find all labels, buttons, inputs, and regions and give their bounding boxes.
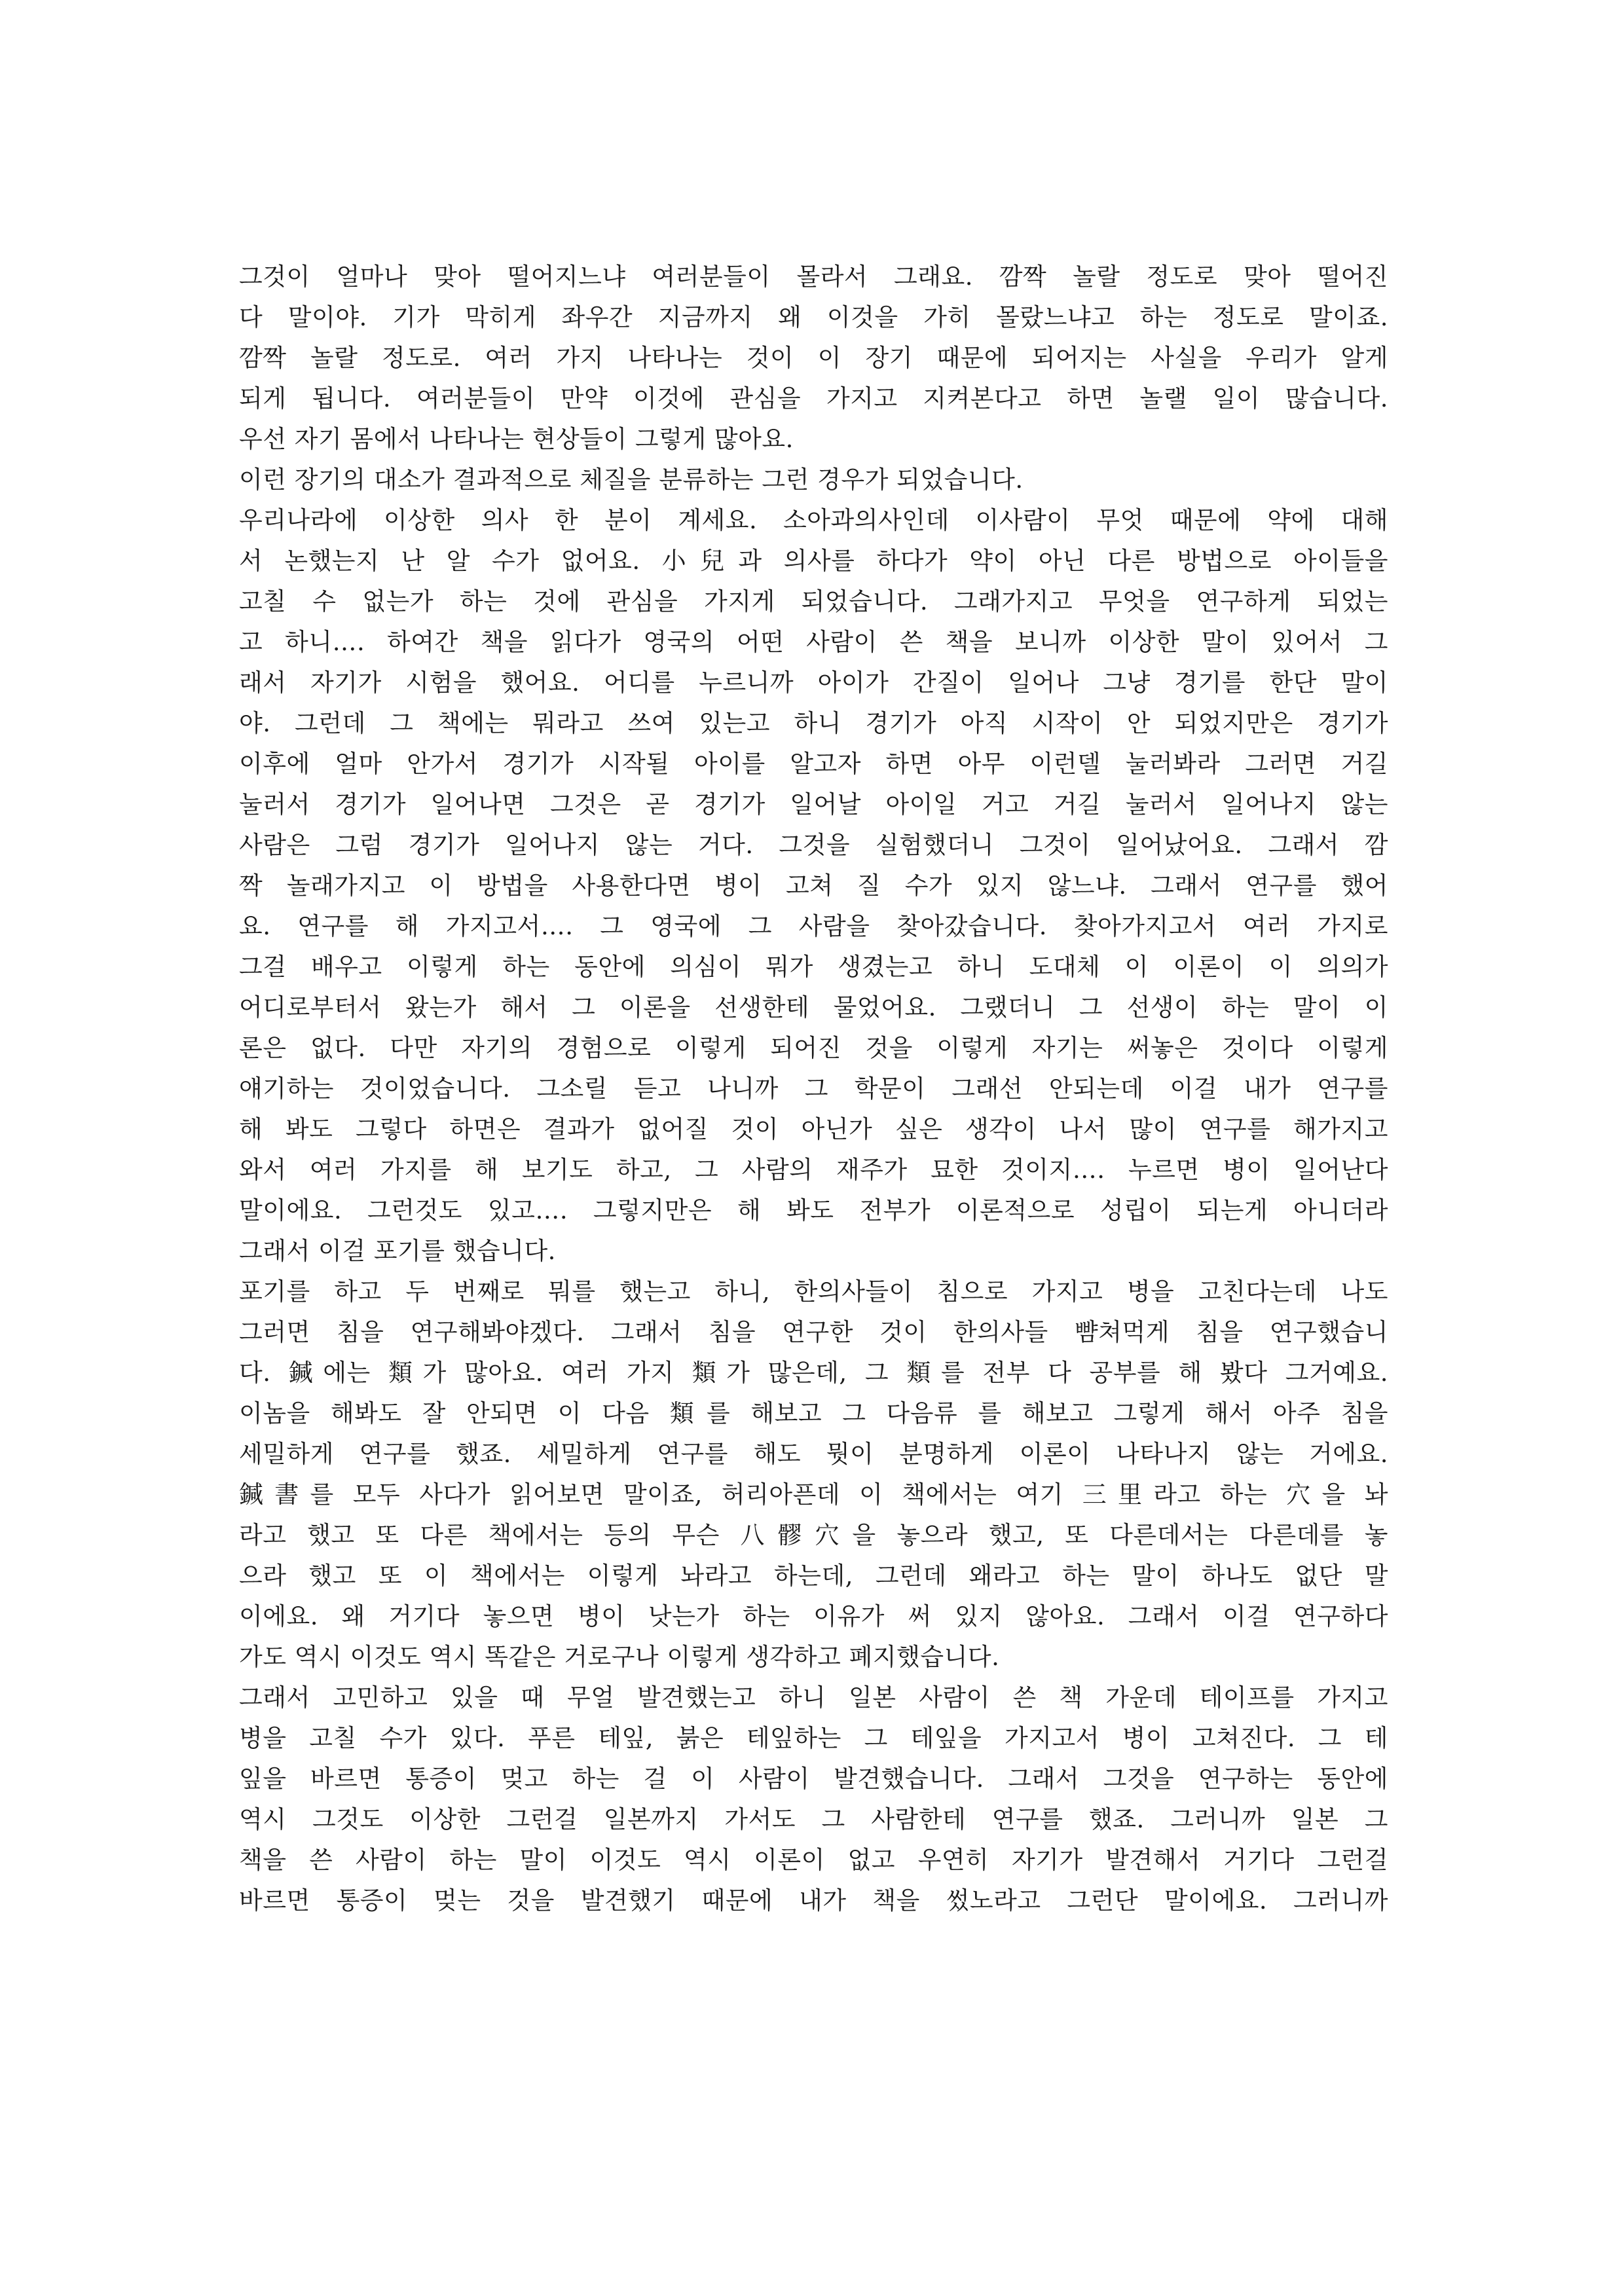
text-line: 어디로부터서 왔는가 해서 그 이론을 선생한테 물었어요. 그랬더니 그 선생이 하는 말이 이	[239, 993, 1388, 1021]
text-line: 이런 장기의 대소가 결과적으로 체질을 분류하는 그런 경우가 되었습니다.	[239, 466, 1024, 494]
text-line: 얘기하는 것이었습니다. 그소릴 듣고 나니까 그 학문이 그래선 안되는데 이걸 내가 연구를	[239, 1074, 1388, 1103]
text-line: 와서 여러 가지를 해 보기도 하고, 그 사람의 재주가 묘한 것이지…. 누르면 병이 일어난다	[239, 1156, 1388, 1184]
text-line: 눌러서 경기가 일어나면 그것은 곧 경기가 일어날 아이일 거고 거길 눌러서 일어나지 않는	[239, 790, 1388, 818]
text-line: 사람은 그럼 경기가 일어나지 않는 거다. 그것을 실험했더니 그것이 일어났어요. 그래서 깜	[239, 831, 1388, 859]
text-line: 깜짝 놀랄 정도로. 여러 가지 나타나는 것이 이 장기 때문에 되어지는 사실을 우리가 알게	[239, 344, 1388, 372]
text-line: 라고 했고 또 다른 책에서는 등의 무슨 八髎穴을 놓으라 했고, 또 다른데서는 다른데를 놓	[239, 1521, 1388, 1549]
text-line: 그러면 침을 연구해봐야겠다. 그래서 침을 연구한 것이 한의사들 뺨쳐먹게 침을 연구했습니	[239, 1318, 1388, 1346]
text-line: 그걸 배우고 이렇게 하는 동안에 의심이 뭐가 생겼는고 하니 도대체 이 이론이 이 의의가	[239, 953, 1388, 981]
text-line: 우리나라에 이상한 의사 한 분이 계세요. 소아과의사인데 이사람이 무엇 때문에 약에 대해	[239, 506, 1388, 534]
text-line: 이에요. 왜 거기다 놓으면 병이 낫는가 하는 이유가 써 있지 않아요. 그래서 이걸 연구하다	[239, 1602, 1388, 1630]
text-line: 래서 자기가 시험을 했어요. 어디를 누르니까 아이가 간질이 일어나 그냥 경기를 한단 말이	[239, 669, 1388, 697]
text-line: 다. 鍼에는 類가 많아요. 여러 가지 類가 많은데, 그 類를 전부 다 공부를 해 봤다 그거예요.	[239, 1359, 1388, 1387]
text-line: 병을 고칠 수가 있다. 푸른 테잎, 붉은 테잎하는 그 테잎을 가지고서 병이 고쳐진다. 그 테	[239, 1724, 1388, 1752]
text-line: 그것이 얼마나 맞아 떨어지느냐 여러분들이 몰라서 그래요. 깜짝 놀랄 정도로 맞아 떨어진	[239, 263, 1388, 291]
text-line: 되게 됩니다. 여러분들이 만약 이것에 관심을 가지고 지켜본다고 하면 놀랠 일이 많습니다.	[239, 384, 1388, 413]
text-line: 그래서 이걸 포기를 했습니다.	[239, 1237, 556, 1265]
text-line: 가도 역시 이것도 역시 똑같은 거로구나 이렇게 생각하고 폐지했습니다.	[239, 1643, 1000, 1671]
text-line: 포기를 하고 두 번째로 뭐를 했는고 하니, 한의사들이 침으로 가지고 병을 고친다는데 나도	[239, 1277, 1388, 1306]
text-line: 짝 놀래가지고 이 방법을 사용한다면 병이 고쳐 질 수가 있지 않느냐. 그래서 연구를 했어	[239, 872, 1388, 900]
text-line: 이놈을 해봐도 잘 안되면 이 다음 類를 해보고 그 다음류 를 해보고 그렇게 해서 아주 침을	[239, 1399, 1388, 1427]
text-line: 우선 자기 몸에서 나타나는 현상들이 그렇게 많아요.	[239, 425, 794, 453]
text-line: 고칠 수 없는가 하는 것에 관심을 가지게 되었습니다. 그래가지고 무엇을 연구하게 되었는	[239, 587, 1388, 615]
text-line: 으라 했고 또 이 책에서는 이렇게 놔라고 하는데, 그런데 왜라고 하는 말이 하나도 없단 말	[239, 1562, 1388, 1590]
text-line: 세밀하게 연구를 했죠. 세밀하게 연구를 해도 뭣이 분명하게 이론이 나타나지 않는 거에요.	[239, 1440, 1388, 1468]
text-line: 다 말이야. 기가 막히게 좌우간 지금까지 왜 이것을 가히 몰랐느냐고 하는 정도로 말이죠.	[239, 303, 1388, 331]
text-line: 론은 없다. 다만 자기의 경험으로 이렇게 되어진 것을 이렇게 자기는 써놓은 것이다 이렇게	[239, 1034, 1388, 1062]
text-line: 이후에 얼마 안가서 경기가 시작될 아이를 알고자 하면 아무 이런델 눌러봐라 그러면 거길	[239, 750, 1388, 778]
text-line: 鍼書를 모두 사다가 읽어보면 말이죠, 허리아픈데 이 책에서는 여기 三里라고 하는 穴을 놔	[239, 1480, 1388, 1509]
text-line: 고 하니…. 하여간 책을 읽다가 영국의 어떤 사람이 쓴 책을 보니까 이상한 말이 있어서 그	[239, 628, 1388, 656]
text-line: 야. 그런데 그 책에는 뭐라고 쓰여 있는고 하니 경기가 아직 시작이 안 되었지만은 경기가	[239, 709, 1388, 737]
text-line: 그래서 고민하고 있을 때 무얼 발견했는고 하니 일본 사람이 쓴 책 가운데 테이프를 가지고	[239, 1683, 1388, 1712]
text-line: 서 논했는지 난 알 수가 없어요. 小兒과 의사를 하다가 약이 아닌 다른 방법으로 아이들을	[239, 547, 1388, 575]
text-line: 요. 연구를 해 가지고서…. 그 영국에 그 사람을 찾아갔습니다. 찾아가지고서 여러 가지로	[239, 912, 1388, 940]
text-line: 잎을 바르면 통증이 멎고 하는 걸 이 사람이 발견했습니다. 그래서 그것을 연구하는 동안에	[239, 1765, 1388, 1793]
text-line: 역시 그것도 이상한 그런걸 일본까지 가서도 그 사람한테 연구를 했죠. 그러니까 일본 그	[239, 1805, 1388, 1833]
text-line: 바르면 통증이 멎는 것을 발견했기 때문에 내가 책을 썼노라고 그런단 말이에요. 그러니까	[239, 1886, 1388, 1915]
text-line: 해 봐도 그렇다 하면은 결과가 없어질 것이 아닌가 싶은 생각이 나서 많이 연구를 해가지고	[239, 1115, 1388, 1143]
text-line: 말이에요. 그런것도 있고…. 그렇지만은 해 봐도 전부가 이론적으로 성립이 되는게 아니더라	[239, 1196, 1388, 1224]
text-line: 책을 쓴 사람이 하는 말이 이것도 역시 이론이 없고 우연히 자기가 발견해서 거기다 그런걸	[239, 1846, 1388, 1874]
body-text	[239, 257, 1388, 1921]
